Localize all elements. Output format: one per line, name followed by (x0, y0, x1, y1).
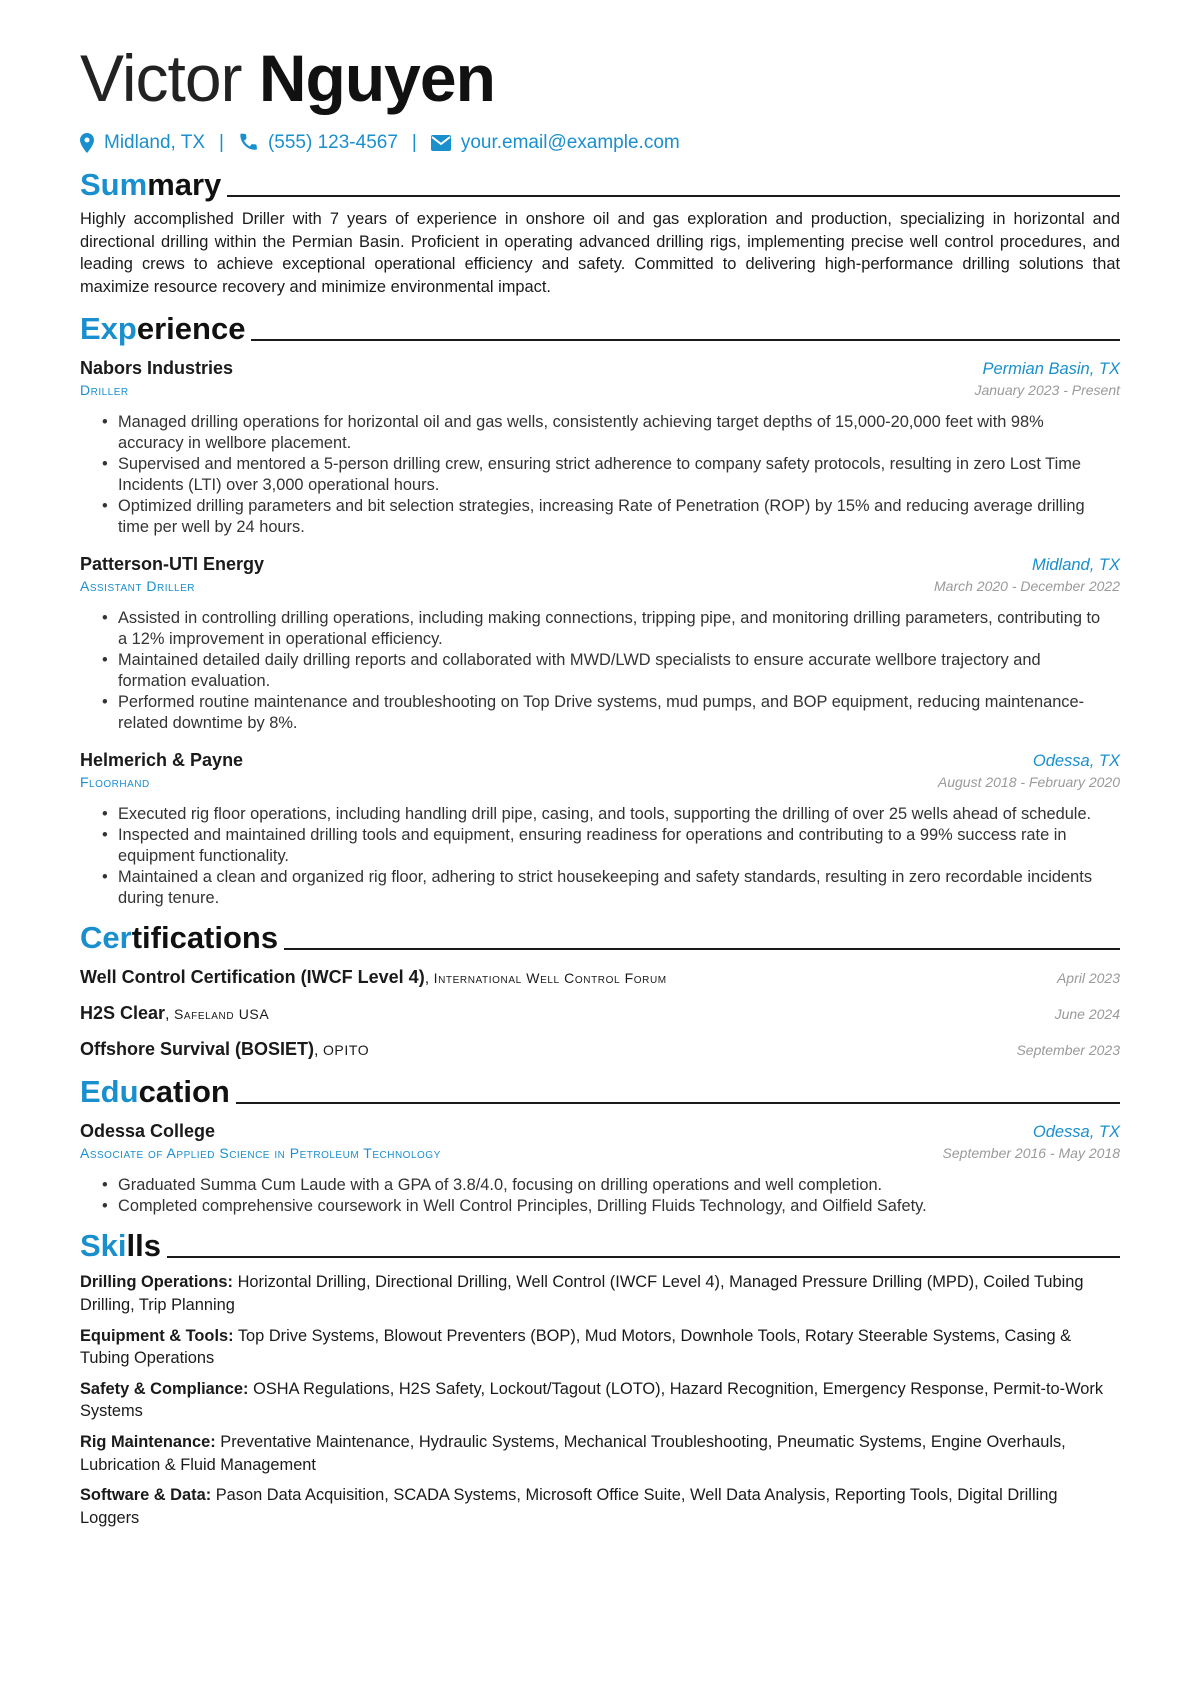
job-entry (80, 748, 1120, 909)
company-name: Nabors Industries (80, 358, 234, 379)
skill-values: Preventative Maintenance, Hydraulic Systems, Mechanical Troubleshooting, Pneumatic Systems, Engine Overhauls, Lubrication & Fluid Management (80, 1432, 1066, 1474)
skill-label: Drilling Operations: (80, 1273, 233, 1292)
bullet-item: • Completed comprehensive coursework in Well Control Principles, Drilling Fluids Technology, and Oilfield Safety. (118, 1196, 1120, 1217)
certification-item: H2S Clear, Safeland USA June 2024 (80, 1001, 1120, 1027)
company-name: Helmerich & Payne (80, 750, 244, 771)
certification-item: Well Control Certification (IWCF Level 4), International Well Control Forum April 2023 (80, 965, 1120, 991)
section-rule (236, 1102, 1120, 1104)
section-title: Education (80, 1074, 230, 1110)
school-name: Odessa College (80, 1121, 216, 1142)
section-title: Skills (80, 1228, 161, 1264)
email-link: your.email@example.com (460, 132, 680, 153)
degree: Associate of Applied Science in Petroleum Technology (80, 1145, 441, 1162)
section-rule (251, 339, 1120, 341)
job-entry (80, 356, 1120, 538)
summary-text: Highly accomplished Driller with 7 years of experience in onshore oil and gas exploration and production, specializing in horizontal and directional drilling within the Permian Basin. Proficient in operating advanced drilling rigs, implementing precise well control procedures, and leading crews to achieve exceptional operational efficiency and safety. Committed to delivering high-performance drilling solutions that maximize resource recovery and minimize environmental impact. (80, 210, 1120, 296)
skill-values: Top Drive Systems, Blowout Preventers (BOP), Mud Motors, Downhole Tools, Rotary Steerable Systems, Casing & Tubing Operations (80, 1326, 1072, 1368)
contact-location (80, 132, 205, 154)
education-entry (80, 1119, 1120, 1217)
skill-values: OSHA Regulations, H2S Safety, Lockout/Tagout (LOTO), Hazard Recognition, Emergency Response, Permit-to-Work Systems (80, 1379, 1104, 1421)
bullet-item: • Performed routine maintenance and troubleshooting on Top Drive systems, mud pumps, and BOP equipment, reducing maintenance-related downtime by 8%. (118, 692, 1120, 734)
certification-issuer: Safeland USA (173, 1006, 270, 1023)
job-entry (80, 552, 1120, 734)
job-dates: August 2018 - February 2020 (937, 774, 1120, 791)
certification-date: April 2023 (1056, 970, 1120, 987)
job-bullets (80, 608, 1120, 734)
certification-date: June 2024 (1054, 1006, 1120, 1023)
skill-values: Pason Data Acquisition, SCADA Systems, Microsoft Office Suite, Well Data Analysis, Reporting Tools, Digital Drilling Loggers (80, 1486, 1058, 1527)
section-title: Summary (80, 167, 222, 202)
experience-heading (80, 306, 1120, 346)
bullet-item: • Supervised and mentored a 5-person drilling crew, ensuring strict adherence to company safety protocols, resulting in zero Lost Time Incidents (LTI) over 3,000 operational hours. (118, 454, 1120, 496)
certification-issuer: International Well Control Forum (433, 970, 667, 987)
skill-label: Software & Data: (80, 1486, 212, 1505)
job-title: Floorhand (80, 774, 150, 791)
job-location: Midland, TX (1031, 556, 1120, 575)
certification-issuer: OPITO (322, 1042, 370, 1059)
job-location: Odessa, TX (1032, 752, 1120, 771)
skill-label: Rig Maintenance: (80, 1432, 216, 1451)
certification-date: September 2023 (1016, 1042, 1120, 1059)
section-title: Certifications (80, 920, 279, 956)
certifications-heading (80, 915, 1120, 955)
school-location: Odessa, TX (1032, 1123, 1120, 1142)
education-heading (80, 1069, 1120, 1109)
certification-name: H2S Clear (80, 1003, 166, 1024)
skill-group (80, 1325, 1120, 1370)
contact-email[interactable] (431, 132, 680, 154)
certification-item: Offshore Survival (BOSIET), OPITO September 2023 (80, 1037, 1120, 1063)
first-name: Victor (80, 41, 242, 115)
contact-separator: | (411, 132, 417, 153)
skill-values: Horizontal Drilling, Directional Drilling, Well Control (IWCF Level 4), Managed Pressure Drilling (MPD), Coiled Tubing Drilling, Trip Planning (80, 1273, 1084, 1314)
last-name: Nguyen (258, 41, 495, 115)
candidate-name (80, 38, 1120, 118)
education-dates: September 2016 - May 2018 (942, 1145, 1120, 1162)
bullet-item: • Maintained detailed daily drilling reports and collaborated with MWD/LWD specialists to ensure accurate wellbore trajectory and formation evaluation. (118, 650, 1120, 692)
summary-heading (80, 162, 1120, 202)
certification-name: Offshore Survival (BOSIET) (80, 1039, 315, 1060)
contact-phone[interactable] (238, 132, 398, 154)
job-title: Assistant Driller (80, 578, 196, 595)
job-location: Permian Basin, TX (982, 360, 1120, 379)
envelope-icon (431, 135, 451, 151)
skill-label: Equipment & Tools: (80, 1326, 234, 1345)
skill-group (80, 1431, 1120, 1476)
bullet-item: • Inspected and maintained drilling tools and equipment, ensuring readiness for operations and contributing to a 99% success rate in equipment functionality. (118, 825, 1120, 867)
bullet-item: • Managed drilling operations for horizontal oil and gas wells, consistently achieving target depths of 15,000-20,000 feet with 98% accuracy in wellbore placement. (118, 412, 1120, 454)
job-title: Driller (80, 382, 129, 399)
company-name: Patterson-UTI Energy (80, 554, 265, 575)
resume-page (80, 38, 1120, 1529)
education-bullets (80, 1175, 1120, 1217)
job-dates: January 2023 - Present (974, 382, 1120, 399)
job-dates: March 2020 - December 2022 (934, 578, 1120, 595)
certification-name: Well Control Certification (IWCF Level 4) (80, 967, 425, 988)
bullet-item: • Maintained a clean and organized rig floor, adhering to strict housekeeping and safety standards, resulting in zero recordable incidents during tenure. (118, 867, 1120, 909)
section-rule (284, 948, 1120, 950)
bullet-item: • Graduated Summa Cum Laude with a GPA of 3.8/4.0, focusing on drilling operations and well completion. (118, 1175, 1120, 1196)
contact-bar (80, 128, 1120, 158)
skills-heading (80, 1223, 1120, 1263)
location-text: Midland, TX (104, 132, 206, 153)
phone-text: (555) 123-4567 (267, 132, 398, 153)
skill-group (80, 1378, 1120, 1423)
map-pin-icon (80, 133, 94, 153)
section-title: Experience (80, 311, 246, 347)
skill-label: Safety & Compliance: (80, 1379, 249, 1398)
phone-icon (238, 133, 258, 153)
skill-group (80, 1484, 1120, 1529)
section-rule (227, 195, 1120, 197)
job-bullets (80, 412, 1120, 538)
bullet-item: • Assisted in controlling drilling operations, including making connections, tripping pipe, and monitoring drilling parameters, contributing to a 12% improvement in operational efficiency. (118, 608, 1120, 650)
bullet-item: • Executed rig floor operations, including handling drill pipe, casing, and tools, supporting the drilling of over 25 wells ahead of schedule. (118, 804, 1120, 825)
skill-group (80, 1271, 1120, 1316)
section-rule (167, 1256, 1120, 1258)
contact-separator: | (219, 132, 224, 153)
job-bullets (80, 804, 1120, 909)
bullet-item: • Optimized drilling parameters and bit selection strategies, increasing Rate of Penetration (ROP) by 15% and reducing average drilling time per well by 24 hours. (118, 496, 1120, 538)
